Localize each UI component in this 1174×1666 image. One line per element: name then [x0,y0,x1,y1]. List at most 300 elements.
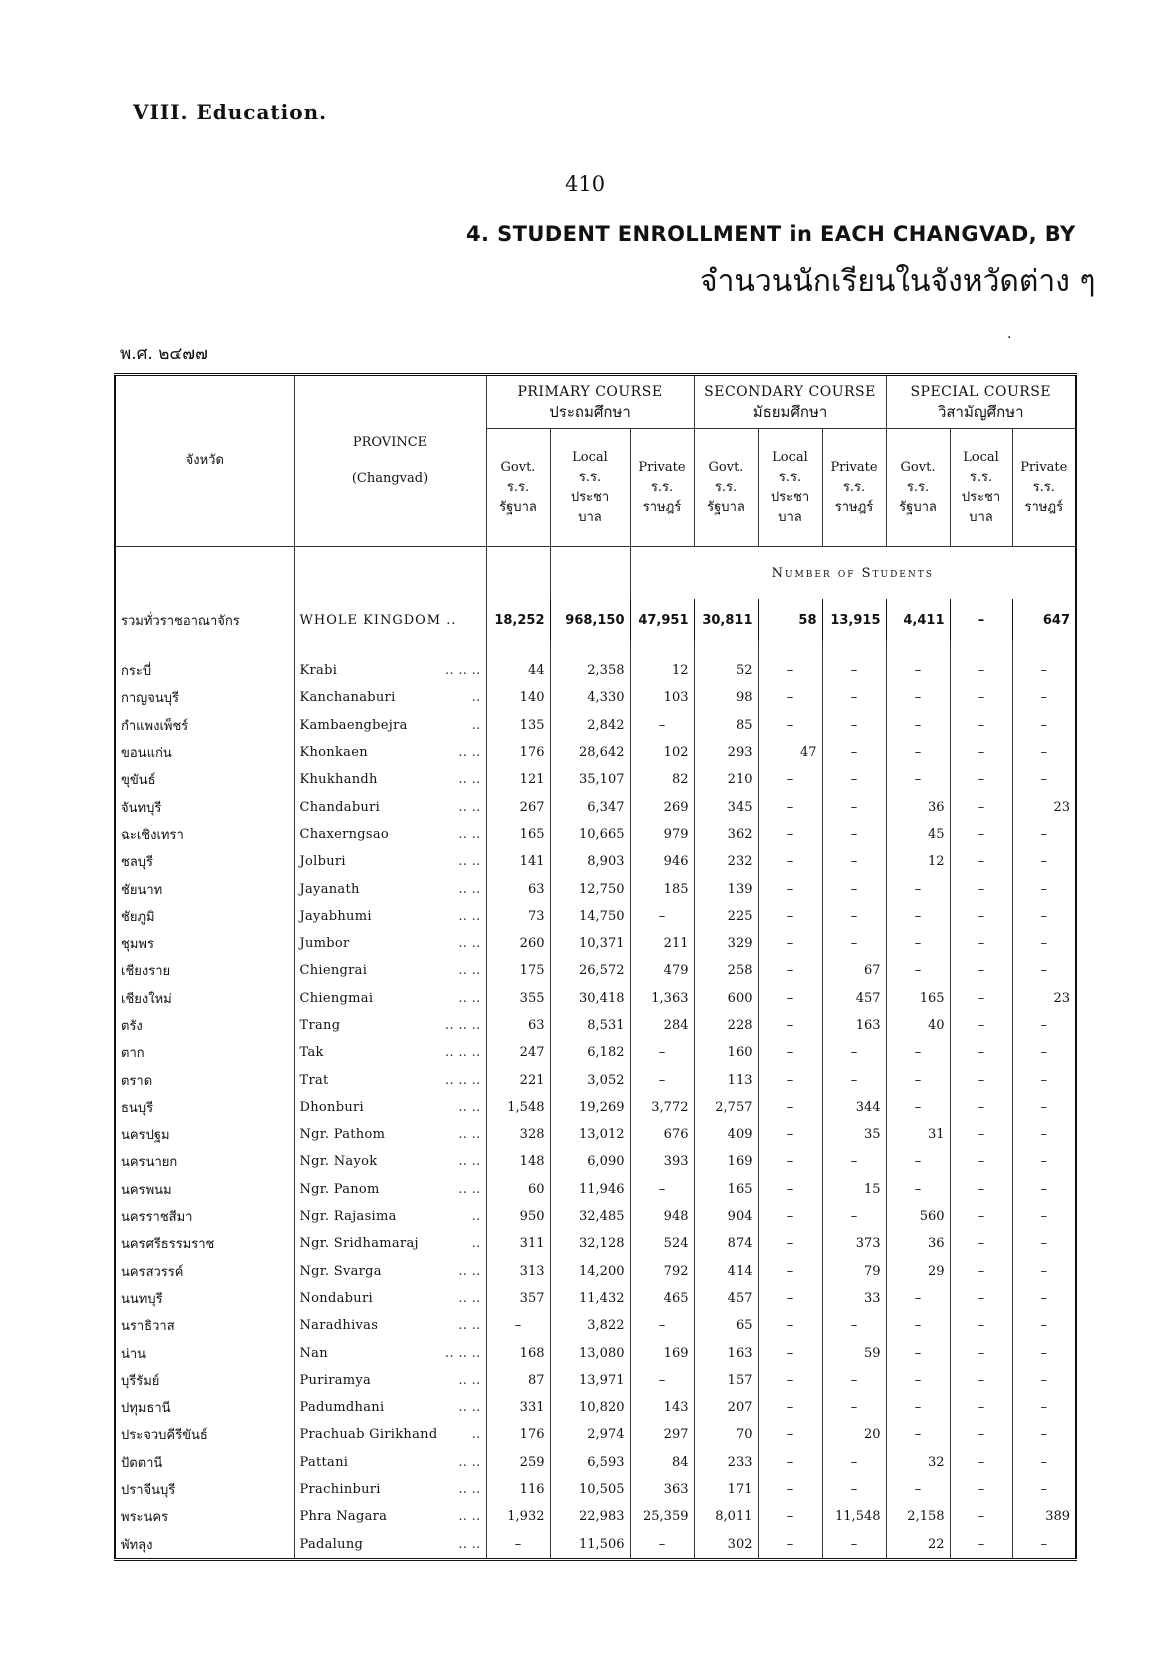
province-thai-name: จันทบุรี [115,793,294,820]
subhead-cell [694,429,758,547]
subhead-cell [758,429,822,547]
leader-dots: .. .. .. [445,1345,481,1361]
enrollment-value-cell: 35,107 [550,766,630,793]
enrollment-value-cell: 23 [1053,799,1071,815]
enrollment-value-cell: 148 [486,1148,550,1175]
province-english-cell [294,1039,486,1066]
province-english-cell [294,957,486,984]
province-english-cell [294,1094,486,1121]
province-english-name: Padumdhani [299,1400,385,1416]
enrollment-value-cell: – [1040,1154,1048,1170]
province-english-cell [294,739,486,766]
enrollment-value-cell: – [1040,1536,1048,1552]
enrollment-value-cell: – [1040,1400,1048,1416]
leader-dots: .. .. .. [445,663,481,679]
enrollment-value-cell: 904 [694,1203,758,1230]
group-label-th: มัธยมศึกษา [752,403,828,421]
enrollment-value-cell: 165 [694,1176,758,1203]
enrollment-value-cell: – [1040,1345,1048,1361]
enrollment-value-cell: 35 [822,1121,886,1148]
province-english-cell [294,1230,486,1257]
enrollment-value-cell: – [886,957,950,984]
province-thai-name: นครศรีธรรมราช [115,1230,294,1257]
enrollment-value-cell: 52 [694,657,758,684]
enrollment-value-cell: – [950,1148,1012,1175]
table-row [115,957,1076,984]
enrollment-value-cell: 946 [630,848,694,875]
enrollment-value-cell: – [886,766,950,793]
enrollment-value-cell: – [630,1531,694,1560]
enrollment-value-cell: – [950,739,1012,766]
enrollment-value-cell: – [1040,854,1048,870]
enrollment-value-cell: 140 [486,684,550,711]
enrollment-value-cell: – [950,1012,1012,1039]
enrollment-value-cell: – [822,1148,886,1175]
enrollment-value-cell: 11,946 [550,1176,630,1203]
enrollment-value-cell: 121 [486,766,550,793]
enrollment-value-cell: – [630,1176,694,1203]
subhead-line: รัฐบาล [707,499,745,515]
enrollment-value-cell: – [822,793,886,820]
subhead-line: Private [638,459,686,475]
enrollment-value-cell: 135 [486,712,550,739]
province-thai-name: ธนบุรี [115,1094,294,1121]
province-english-name: Chandaburi [299,799,381,815]
enrollment-value-cell: – [1040,1127,1048,1143]
enrollment-value-cell: 362 [694,821,758,848]
subhead-line: Private [1020,459,1068,475]
province-english-name: Ngr. Nayok [299,1154,378,1170]
enrollment-value-cell: 141 [486,848,550,875]
enrollment-value-cell: 25,359 [630,1503,694,1530]
enrollment-value-cell: – [758,1121,822,1148]
enrollment-value-cell: 85 [694,712,758,739]
enrollment-value-cell: 4,330 [550,684,630,711]
enrollment-table [114,373,1077,1561]
subhead-cell [550,429,630,547]
enrollment-value-cell: 22,983 [550,1503,630,1530]
enrollment-value-cell: – [758,1230,822,1257]
enrollment-value-cell: – [950,1531,1012,1560]
subhead-line: ร.ร. [650,479,674,495]
enrollment-value-cell: 165 [886,985,950,1012]
blank-cell [486,547,550,600]
province-english-name: Tak [299,1045,324,1061]
enrollment-value-cell: – [758,1367,822,1394]
province-thai-name: นครสวรรค์ [115,1258,294,1285]
province-english-cell [294,1394,486,1421]
enrollment-value-cell: – [758,821,822,848]
enrollment-value-cell: – [886,684,950,711]
enrollment-value-cell: 3,822 [550,1312,630,1339]
enrollment-value-cell: 13,012 [550,1121,630,1148]
province-english-cell [294,793,486,820]
province-thai-name: ตรัง [115,1012,294,1039]
table-row [115,1258,1076,1285]
total-value-cell: 647 [1042,612,1071,628]
enrollment-value-cell: 389 [1045,1509,1071,1525]
leader-dots: .. .. [458,1454,481,1470]
province-thai-name: ปราจีนบุรี [115,1476,294,1503]
province-english-cell [294,1367,486,1394]
enrollment-value-cell: – [822,1476,886,1503]
table-row [115,739,1076,766]
spacer-cell [115,641,294,657]
enrollment-value-cell: – [758,1094,822,1121]
enrollment-value-cell: 176 [486,1421,550,1448]
enrollment-value-cell: – [758,1285,822,1312]
total-value-cell: 4,411 [886,599,950,641]
enrollment-value-cell: 163 [822,1012,886,1039]
enrollment-value-cell: 247 [486,1039,550,1066]
group-label-en: SPECIAL COURSE [910,384,1052,400]
total-label-english: WHOLE KINGDOM .. [294,599,486,641]
enrollment-value-cell: 26,572 [550,957,630,984]
table-row [115,875,1076,902]
province-thai-name: กาญจนบุรี [115,684,294,711]
province-english-name: Jayanath [299,881,360,897]
province-english-name: Chiengrai [299,963,368,979]
subhead-line: Govt. [900,459,936,475]
enrollment-value-cell: 874 [694,1230,758,1257]
province-english-name: Ngr. Pathom [299,1127,386,1143]
enrollment-value-cell: 328 [486,1121,550,1148]
enrollment-value-cell: – [758,793,822,820]
leader-dots: .. [471,717,481,733]
province-english-name: Prachinburi [299,1482,381,1498]
enrollment-value-cell: 393 [630,1148,694,1175]
province-thai-name: ชัยนาท [115,875,294,902]
enrollment-value-cell: – [886,903,950,930]
enrollment-value-cell: 79 [822,1258,886,1285]
enrollment-value-cell: – [886,1312,950,1339]
province-english-cell [294,1449,486,1476]
table-row [115,848,1076,875]
enrollment-value-cell: – [758,712,822,739]
enrollment-value-cell: – [758,848,822,875]
enrollment-value-cell: – [1040,1454,1048,1470]
enrollment-value-cell: – [758,1394,822,1421]
enrollment-value-cell: – [822,1203,886,1230]
total-value-cell: 30,811 [694,599,758,641]
enrollment-value-cell: – [950,684,1012,711]
enrollment-value-cell: – [822,903,886,930]
enrollment-value-cell: 102 [630,739,694,766]
leader-dots: .. .. [458,1154,481,1170]
enrollment-value-cell: – [822,1531,886,1560]
enrollment-value-cell: 175 [486,957,550,984]
enrollment-value-cell: – [758,1531,822,1560]
leader-dots: .. .. [458,854,481,870]
group-label-en: PRIMARY COURSE [517,384,663,400]
table-title-english: 4. STUDENT ENROLLMENT in EACH CHANGVAD, BY [466,222,1076,246]
table-row [115,1503,1076,1530]
enrollment-value-cell: 3,772 [630,1094,694,1121]
enrollment-value-cell: – [950,1285,1012,1312]
enrollment-value-cell: 63 [486,875,550,902]
enrollment-value-cell: – [758,1339,822,1366]
enrollment-value-cell: – [886,657,950,684]
leader-dots: .. .. [458,1263,481,1279]
enrollment-value-cell: – [886,1039,950,1066]
enrollment-value-cell: 792 [630,1258,694,1285]
enrollment-value-cell: 11,548 [822,1503,886,1530]
enrollment-value-cell: – [758,1312,822,1339]
enrollment-value-cell: – [1040,1263,1048,1279]
enrollment-value-cell: – [822,766,886,793]
leader-dots: .. .. [458,772,481,788]
table-row [115,657,1076,684]
enrollment-value-cell: 344 [822,1094,886,1121]
province-thai-name: พัทลุง [115,1531,294,1560]
total-label-thai: รวมทั่วราชอาณาจักร [115,599,294,641]
leader-dots: .. .. .. [445,1072,481,1088]
enrollment-value-cell: – [822,657,886,684]
enrollment-value-cell: 297 [630,1421,694,1448]
leader-dots: .. .. .. [445,1045,481,1061]
enrollment-value-cell: – [886,1421,950,1448]
subhead-line: ร.ร. [714,479,738,495]
enrollment-value-cell: 143 [630,1394,694,1421]
leader-dots: .. .. [458,908,481,924]
province-thai-name: ตราด [115,1066,294,1093]
province-english-name: Kambaengbejra [299,717,408,733]
enrollment-value-cell: 12 [630,657,694,684]
enrollment-value-cell: – [886,875,950,902]
enrollment-value-cell: 8,011 [694,1503,758,1530]
enrollment-value-cell: – [950,930,1012,957]
enrollment-value-cell: 302 [694,1531,758,1560]
province-thai-name: นครพนม [115,1176,294,1203]
enrollment-value-cell: – [1040,1099,1048,1115]
leader-dots: .. [471,1236,481,1252]
enrollment-value-cell: – [886,1176,950,1203]
enrollment-value-cell: – [886,712,950,739]
table-row [115,1230,1076,1257]
enrollment-value-cell: – [822,1394,886,1421]
province-english-name: Khonkaen [299,745,368,761]
enrollment-value-cell: 14,750 [550,903,630,930]
table-row [115,1148,1076,1175]
province-thai-name: ปัตตานี [115,1449,294,1476]
province-header-label: PROVINCE [352,435,428,450]
leader-dots: .. .. [458,745,481,761]
subhead-line: ราษฎร์ [834,499,874,515]
enrollment-value-cell: – [886,1066,950,1093]
enrollment-value-cell: 267 [486,793,550,820]
enrollment-value-cell: 169 [694,1148,758,1175]
group-header-secondary [694,375,886,429]
enrollment-value-cell: 948 [630,1203,694,1230]
enrollment-value-cell: 2,757 [694,1094,758,1121]
enrollment-value-cell: – [1040,1236,1048,1252]
enrollment-value-cell: – [950,1094,1012,1121]
table-row [115,1039,1076,1066]
enrollment-value-cell: – [886,1285,950,1312]
province-english-name: Khukhandh [299,772,378,788]
blank-cell [550,547,630,600]
enrollment-value-cell: – [758,875,822,902]
enrollment-value-cell: 6,347 [550,793,630,820]
enrollment-value-cell: – [822,848,886,875]
enrollment-value-cell: 2,158 [886,1503,950,1530]
enrollment-value-cell: 259 [486,1449,550,1476]
table-row [115,1176,1076,1203]
blank-cell [294,547,486,600]
subhead-line: Local [963,449,999,465]
enrollment-value-cell: – [950,1421,1012,1448]
enrollment-value-cell: – [1040,690,1048,706]
enrollment-value-cell: 139 [694,875,758,902]
enrollment-value-cell: 8,903 [550,848,630,875]
enrollment-value-cell: 414 [694,1258,758,1285]
enrollment-value-cell: 6,090 [550,1148,630,1175]
enrollment-value-cell: – [630,1312,694,1339]
enrollment-value-cell: – [950,1258,1012,1285]
enrollment-value-cell: 211 [630,930,694,957]
enrollment-value-cell: 23 [1053,990,1071,1006]
enrollment-value-cell: 171 [694,1476,758,1503]
enrollment-value-cell: – [1040,1072,1048,1088]
province-thai-name: เชียงราย [115,957,294,984]
enrollment-value-cell: 67 [822,957,886,984]
leader-dots: .. [471,1209,481,1225]
enrollment-value-cell: – [758,1039,822,1066]
table-row [115,1121,1076,1148]
table-row [115,1394,1076,1421]
province-english-name: Ngr. Panom [299,1181,380,1197]
subhead-line: รัฐบาล [899,499,937,515]
province-thai-name: ขอนแก่น [115,739,294,766]
enrollment-value-cell: 20 [822,1421,886,1448]
enrollment-value-cell: 465 [630,1285,694,1312]
table-row [115,1203,1076,1230]
enrollment-value-cell: 329 [694,930,758,957]
enrollment-value-cell: 6,182 [550,1039,630,1066]
province-english-name: Ngr. Rajasima [299,1209,397,1225]
total-value-cell: 13,915 [822,599,886,641]
table-row [115,1476,1076,1503]
enrollment-value-cell: 331 [486,1394,550,1421]
province-english-cell [294,657,486,684]
enrollment-value-cell: 355 [486,985,550,1012]
stray-mark: · [1007,330,1012,346]
subhead-line: บาล [778,509,802,525]
province-english-name: Padalung [299,1536,364,1552]
subhead-cell [886,429,950,547]
subhead-line: ประชา [961,489,1001,505]
subhead-line: ร.ร. [778,469,802,485]
enrollment-value-cell: 19,269 [550,1094,630,1121]
province-english-cell [294,821,486,848]
province-thai-name: นครนายก [115,1148,294,1175]
leader-dots: .. [471,690,481,706]
province-english-name: Phra Nagara [299,1509,388,1525]
province-thai-name: นครราชสีมา [115,1203,294,1230]
enrollment-value-cell: – [758,766,822,793]
enrollment-value-cell: – [1040,936,1048,952]
enrollment-value-cell: 225 [694,903,758,930]
subhead-cell [630,429,694,547]
province-english-cell [294,1531,486,1560]
subhead-line: ร.ร. [506,479,530,495]
year-label: พ.ศ. ๒๔๗๗ [120,344,208,364]
subhead-line: ร.ร. [578,469,602,485]
enrollment-value-cell: – [886,1094,950,1121]
enrollment-value-cell: – [886,739,950,766]
enrollment-value-cell: 950 [486,1203,550,1230]
enrollment-value-cell: 70 [694,1421,758,1448]
enrollment-value-cell: 293 [694,739,758,766]
enrollment-value-cell: 36 [886,793,950,820]
enrollment-value-cell: 228 [694,1012,758,1039]
enrollment-value-cell: 82 [630,766,694,793]
leader-dots: .. .. .. [445,1018,481,1033]
province-english-cell [294,848,486,875]
province-english-cell [294,1285,486,1312]
leader-dots: .. .. [458,936,481,952]
enrollment-value-cell: – [1040,1018,1048,1033]
table-row [115,1367,1076,1394]
enrollment-value-cell: 13,080 [550,1339,630,1366]
table-row [115,1421,1076,1448]
enrollment-value-cell: 11,506 [550,1531,630,1560]
enrollment-value-cell: – [630,903,694,930]
subhead-line: ราษฎร์ [642,499,682,515]
enrollment-value-cell: 457 [822,985,886,1012]
province-english-name: Nan [299,1345,328,1361]
table-row [115,930,1076,957]
subhead-line: ร.ร. [969,469,993,485]
enrollment-value-cell: 36 [886,1230,950,1257]
enrollment-value-cell: – [950,1066,1012,1093]
enrollment-value-cell: – [822,1312,886,1339]
subhead-line: Private [830,459,878,475]
subhead-line: Govt. [500,459,536,475]
province-english-name: Trang [299,1018,341,1033]
col-header-thai: จังหวัด [115,375,294,547]
province-english-cell [294,1339,486,1366]
province-english-cell [294,930,486,957]
subhead-cell [950,429,1012,547]
section-heading: VIII. Education. [133,100,328,124]
province-english-cell [294,1066,486,1093]
leader-dots: .. .. [458,1536,481,1552]
enrollment-value-cell: 524 [630,1230,694,1257]
enrollment-value-cell: – [1040,908,1048,924]
enrollment-value-cell: – [950,1176,1012,1203]
enrollment-value-cell: 87 [486,1367,550,1394]
province-thai-name: ชัยภูมิ [115,903,294,930]
enrollment-value-cell: 11,432 [550,1285,630,1312]
enrollment-value-cell: 2,842 [550,712,630,739]
province-thai-name: ตาก [115,1039,294,1066]
enrollment-value-cell: 221 [486,1066,550,1093]
enrollment-value-cell: – [950,1230,1012,1257]
province-english-cell [294,985,486,1012]
subhead-cell [1012,429,1076,547]
province-thai-name: นนทบุรี [115,1285,294,1312]
province-thai-name: กำแพงเพ็ชร์ [115,712,294,739]
enrollment-value-cell: – [758,1503,822,1530]
enrollment-value-cell: 12 [886,848,950,875]
enrollment-value-cell: 163 [694,1339,758,1366]
table-row [115,766,1076,793]
enrollment-value-cell: – [950,821,1012,848]
table-row [115,985,1076,1012]
province-english-cell [294,1476,486,1503]
province-english-name: Chaxerngsao [299,826,390,842]
